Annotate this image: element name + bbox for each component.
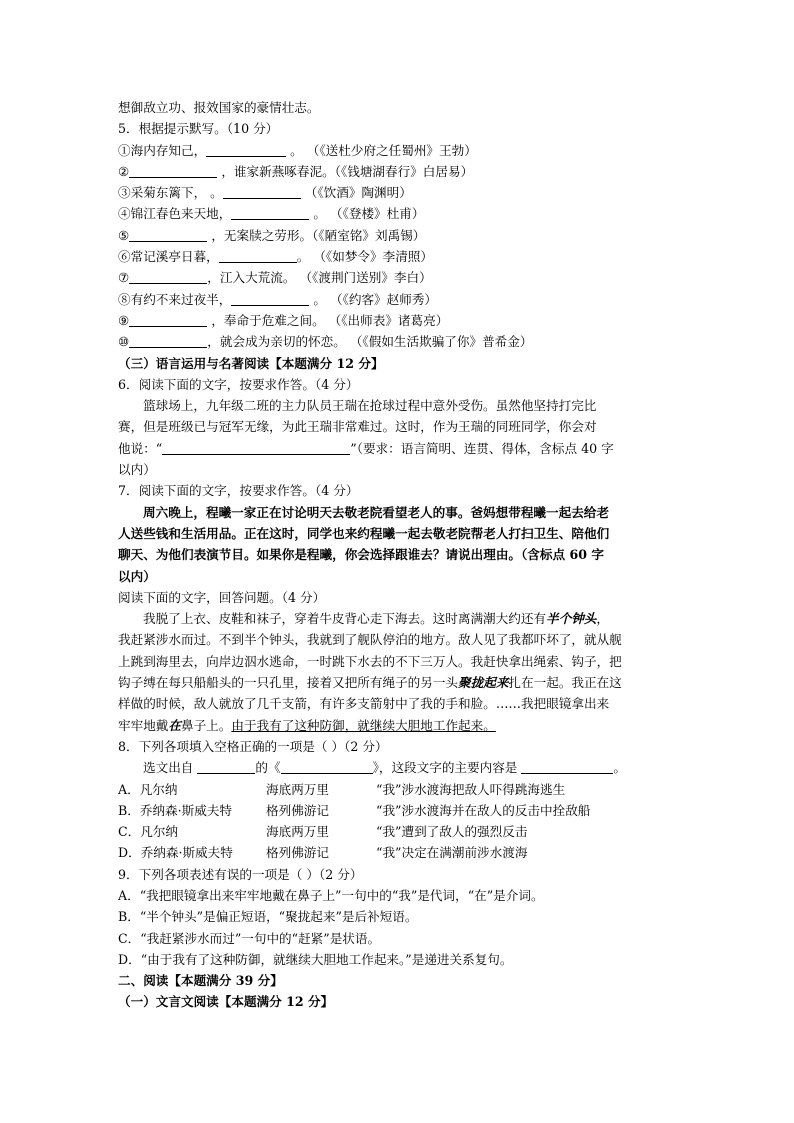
text-line: 人送些钱和生活用品。正在这时，同学也来约程曦一起去敬老院帮老人打扫卫生、陪他们 <box>118 525 610 541</box>
question-7-heading: 7．阅读下面的文字，按要求作答。（4 分） <box>118 483 359 499</box>
option-content: “我”涉水渡海把敌人吓得跳海逃生 <box>376 781 566 797</box>
emphasized-text: 半个钟头 <box>546 611 597 627</box>
text: 。 （《如梦令》李清照） <box>296 249 433 265</box>
answer-blank[interactable] <box>129 334 207 348</box>
answer-blank[interactable] <box>521 760 613 774</box>
question-8-stem <box>118 757 680 778</box>
text: ，江入大荒流。 （《渡荆门送别》李白） <box>207 270 432 286</box>
text-line: 我赶紧涉水而过。不到半个钟头，我就到了舰队停泊的地方。敌人见了我都吓坏了，就从舰 <box>118 632 622 648</box>
dictation-item-7 <box>118 267 680 288</box>
option-author: D．乔纳森·斯威夫特 <box>118 845 233 861</box>
text-line: 以内） <box>118 568 156 584</box>
text: ， <box>596 611 609 627</box>
text-line: 以内） <box>118 462 156 478</box>
answer-blank[interactable] <box>162 441 350 455</box>
text: ② <box>118 163 130 179</box>
text: 。 （《约客》赵师秀） <box>313 291 438 307</box>
text: ⑦ <box>118 270 130 286</box>
text-line <box>118 672 680 693</box>
dictation-item-2 <box>118 161 680 182</box>
text: 牢牢地戴 <box>118 717 169 733</box>
option-book: 格列佛游记 <box>266 845 329 861</box>
text: ①海内存知己， <box>118 142 207 158</box>
answer-blank[interactable] <box>223 185 301 199</box>
text: 我脱了上衣、皮鞋和袜子，穿着牛皮背心走下海去。这时离满潮大约还有 <box>143 611 546 627</box>
dictation-item-5 <box>118 225 680 246</box>
option-book: 格列佛游记 <box>266 802 329 818</box>
answer-blank[interactable] <box>231 292 309 306</box>
text: ，奉命于危难之间。 （《出师表》诸葛亮） <box>211 312 449 328</box>
question-8-heading: 8．下列各项填入空格正确的一项是（ ）（2 分） <box>118 738 388 754</box>
text-line: 周六晚上，程曦一家正在讨论明天去敬老院看望老人的事。爸妈想带程曦一起去给老 <box>143 504 609 520</box>
answer-blank[interactable] <box>197 760 255 774</box>
question-6-heading: 6．阅读下面的文字，按要求作答。（4 分） <box>118 376 359 392</box>
document-page <box>118 97 680 1013</box>
option-author: B．乔纳森·斯威夫特 <box>118 802 233 818</box>
dictation-item-4 <box>118 203 680 224</box>
text: ，无案牍之劳形。（《陋室铭》刘禹锡） <box>211 227 426 243</box>
text: 扎在一起。我正在这 <box>508 675 622 691</box>
text-line: 篮球场上，九年级二班的主力队员王瑞在抢球过程中意外受伤。虽然他坚持打完比 <box>143 398 597 414</box>
option-c[interactable]: C．“我赶紧涉水而过”一句中的“赶紧”是状语。 <box>118 930 381 946</box>
text: 。 （《登楼》杜甫） <box>313 206 425 222</box>
answer-blank[interactable] <box>129 228 207 242</box>
answer-blank[interactable] <box>219 249 297 263</box>
option-author: A．凡尔纳 <box>118 781 178 797</box>
text-line <box>118 608 680 629</box>
answer-blank[interactable] <box>129 270 207 284</box>
option-a[interactable] <box>118 779 680 800</box>
answer-blank[interactable] <box>129 313 207 327</box>
text: 钩子缚在每只船船头的一只孔里，接着又把所有绳子的另一头 <box>118 675 459 691</box>
text: 他说：“ <box>118 440 163 456</box>
text: ，就会成为亲切的怀恋。 （《假如生活欺骗了你》普希金） <box>207 334 533 350</box>
option-author: C．凡尔纳 <box>118 824 179 840</box>
text: ⑤ <box>118 227 130 243</box>
text-line: 赛，但是班级已与冠军无缘，为此王瑞非常难过。这时，作为王瑞的同班同学，你会对 <box>118 419 597 435</box>
dictation-item-8 <box>118 289 680 310</box>
text: 鼻子上。 <box>180 717 232 733</box>
option-content: “我”涉水渡海并在敌人的反击中拴敌船 <box>376 802 591 818</box>
option-book: 海底两万里 <box>266 824 329 840</box>
dictation-item-10 <box>118 331 680 352</box>
text: ⑩ <box>118 334 130 350</box>
option-content: “我”决定在满潮前涉水渡海 <box>376 845 528 861</box>
text-line: 想御敌立功、报效国家的豪情壮志。 <box>118 100 320 115</box>
reading-heading: 阅读下面的文字，回答问题。（4 分） <box>118 589 326 605</box>
option-b[interactable]: B．“半个钟头”是偏正短语，“聚拢起来”是后补短语。 <box>118 909 418 925</box>
text: ③采菊东篱下， 。 <box>118 185 223 201</box>
dictation-item-3 <box>118 182 680 203</box>
text-line <box>118 715 680 736</box>
text: ”（要求：语言简明、连贯、得体，含标点 40 字 <box>350 440 614 456</box>
text-line: 上跳到海里去，向岸边泅水逃命，一时跳下水去的不下三万人。我赶快拿出绳索、钩子，把 <box>118 653 622 669</box>
question-9-heading: 9．下列各项表述有误的一项是（ ）（2 分） <box>118 866 363 882</box>
option-b[interactable] <box>118 800 680 821</box>
answer-blank[interactable] <box>281 760 373 774</box>
dictation-item-1 <box>118 140 680 161</box>
answer-line <box>118 438 680 459</box>
text: ⑥常记溪亭日暮， <box>118 249 219 265</box>
text: ⑨ <box>118 312 130 328</box>
text-line: 样做的时候，敌人就放了几千支箭，有许多支箭射中了我的手和脸。……我把眼镜拿出来 <box>118 696 610 712</box>
dictation-item-6 <box>118 246 680 267</box>
dictation-item-9 <box>118 310 680 331</box>
text: ，谁家新燕啄春泥。（《钱塘湖春行》白居易） <box>221 163 474 179</box>
section-heading: （三）语言运用与名著阅读【本题满分 12 分】 <box>118 355 384 371</box>
option-d[interactable] <box>118 842 680 863</box>
emphasized-text: 聚拢起来 <box>458 675 509 691</box>
option-c[interactable] <box>118 821 680 842</box>
option-book: 海底两万里 <box>266 781 329 797</box>
text: 。 <box>613 760 627 776</box>
text: 选文出自 <box>143 760 194 776</box>
answer-blank[interactable] <box>206 143 286 157</box>
text: ⑧有约不来过夜半， <box>118 291 232 307</box>
option-a[interactable]: A．“我把眼镜拿出来牢牢地戴在鼻子上”一句中的“我”是代词，“在”是介词。 <box>118 887 544 903</box>
text-line: 聊天、为他们表演节目。如果你是程曦，你会选择跟谁去？请说出理由。（含标点 60 字 <box>118 547 604 563</box>
text: ④锦江春色来天地， <box>118 206 232 222</box>
answer-blank[interactable] <box>129 164 217 178</box>
underlined-text: 由于我有了这种防御，就继续大胆地工作起来。 <box>231 717 496 733</box>
option-d[interactable]: D．“由于我有了这种防御，就继续大胆地工作起来。”是递进关系复句。 <box>118 951 513 967</box>
answer-blank[interactable] <box>231 206 309 220</box>
question-5-heading: 5．根据提示默写。（10 分） <box>118 121 279 137</box>
emphasized-text: 在 <box>168 717 181 733</box>
text: 的《 <box>255 760 281 776</box>
text: 》，这段文字的主要内容是 <box>372 760 518 776</box>
option-content: “我”遭到了敌人的强烈反击 <box>376 824 528 840</box>
section-heading: 二、阅读【本题满分 39 分】 <box>118 973 283 989</box>
text: （《饮酒》陶渊明） <box>304 185 412 201</box>
section-heading: （一）文言文阅读【本题满分 12 分】 <box>118 994 334 1010</box>
text: 。 （《送杜少府之任蜀州》王勃） <box>290 142 477 158</box>
